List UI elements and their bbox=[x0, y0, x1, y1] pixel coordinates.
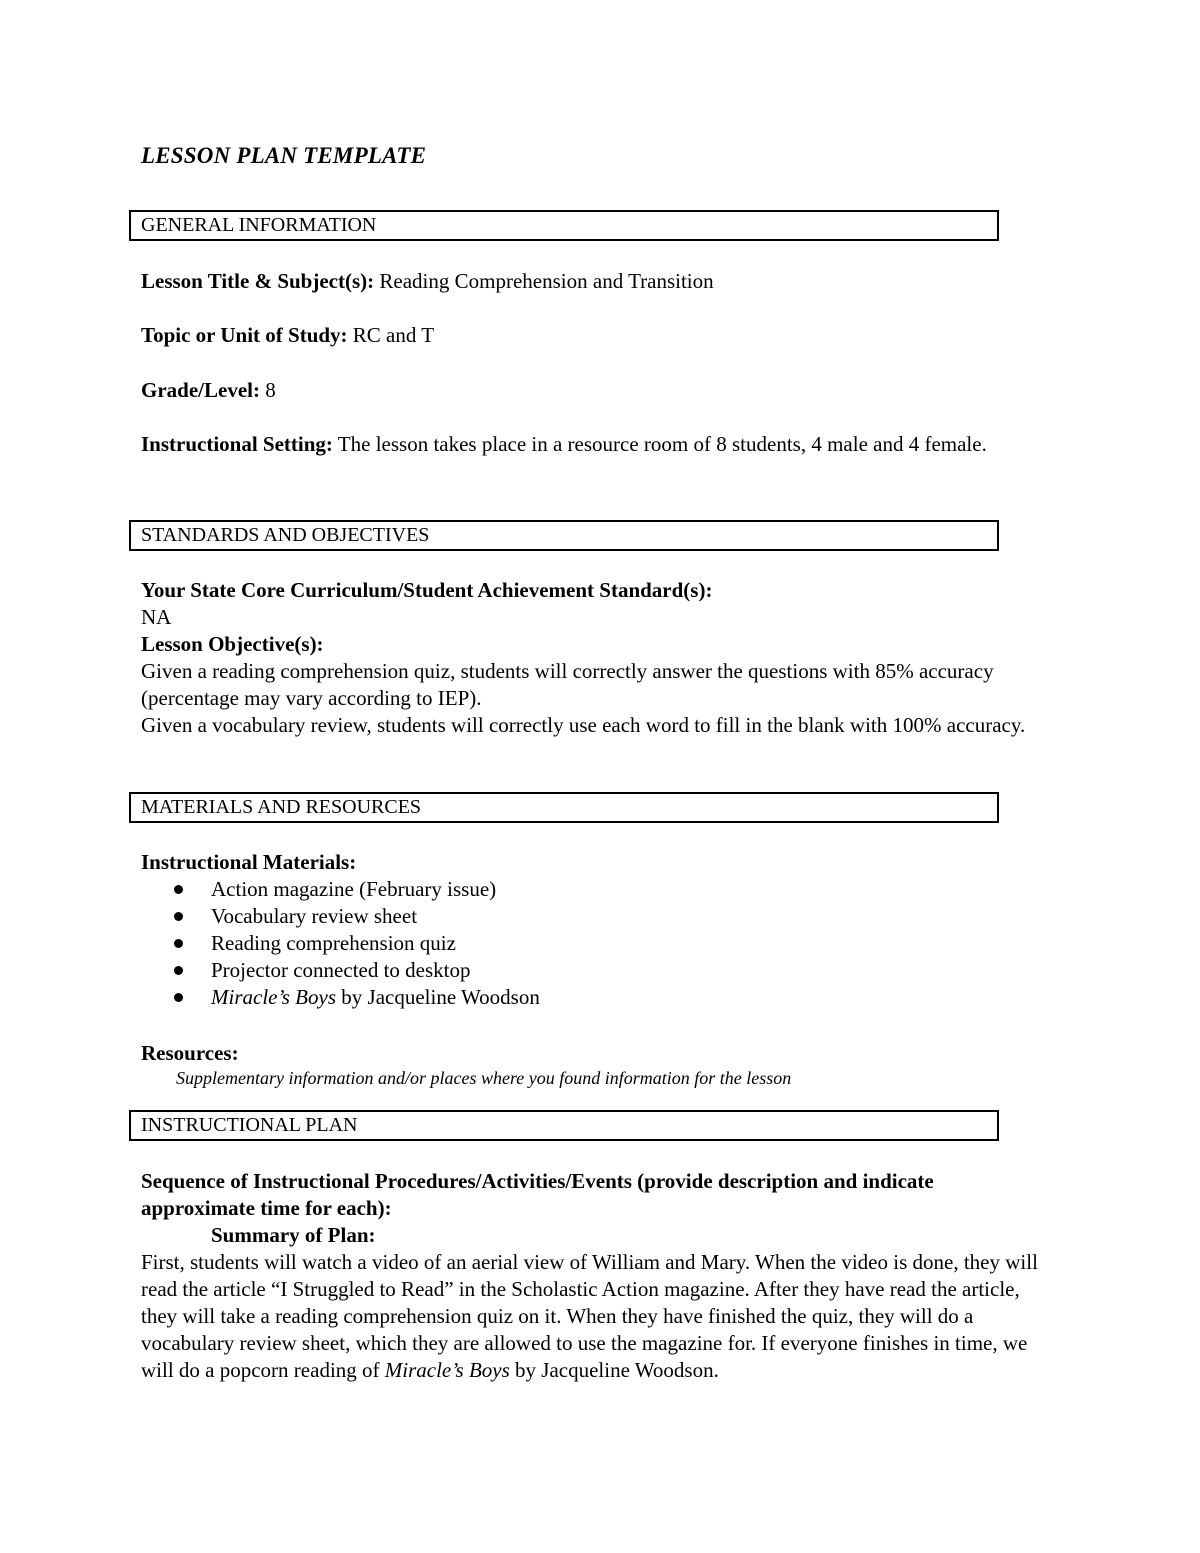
setting-value: The lesson takes place in a resource room of 8 students, 4 male and 4 female. bbox=[332, 432, 987, 456]
core-standards-value: NA bbox=[141, 605, 172, 629]
topic-value: RC and T bbox=[347, 323, 435, 347]
topic-label: Topic or Unit of Study: bbox=[141, 323, 348, 347]
materials-label: Instructional Materials: bbox=[141, 850, 357, 874]
summary-text-part-1: First, students will watch a video of an aerial view of William and Mary. When the video is done, they will read the article “I Struggled to Read” in the Scholastic Action magazine. After they have read the article, they will take a reading comprehension quiz on it. When they have finished the quiz, they will do a vocabulary review sheet, which they are allowed to use the magazine for. If everyone finishes in time, we will do a popcorn reading of bbox=[141, 1250, 1038, 1382]
bullet-icon bbox=[174, 939, 183, 948]
objective-2: Given a vocabulary review, students will correctly use each word to fill in the blank with 100% accuracy. bbox=[141, 713, 1026, 737]
grade-label: Grade/Level: bbox=[141, 378, 260, 402]
document-title: LESSON PLAN TEMPLATE bbox=[141, 143, 427, 168]
section-header-standards: STANDARDS AND OBJECTIVES bbox=[129, 520, 999, 551]
list-item: Reading comprehension quiz bbox=[141, 930, 1041, 957]
summary-text bbox=[141, 1249, 1061, 1384]
book-author: by Jacqueline Woodson bbox=[336, 985, 540, 1009]
sequence-label: Sequence of Instructional Procedures/Activities/Events (provide description and indicate approximate time for each): bbox=[141, 1169, 934, 1220]
summary-text-part-2: by Jacqueline Woodson. bbox=[509, 1358, 719, 1382]
summary-label: Summary of Plan: bbox=[211, 1223, 376, 1247]
grade-value: 8 bbox=[259, 378, 276, 402]
resources-label: Resources: bbox=[141, 1041, 239, 1065]
objectives-label: Lesson Objective(s): bbox=[141, 632, 324, 656]
bullet-icon bbox=[174, 912, 183, 921]
section-header-general: GENERAL INFORMATION bbox=[129, 210, 999, 241]
setting-label: Instructional Setting: bbox=[141, 432, 333, 456]
book-title: Miracle’s Boys bbox=[211, 985, 337, 1009]
bullet-icon bbox=[174, 993, 183, 1002]
lesson-title-value: Reading Comprehension and Transition bbox=[374, 269, 714, 293]
list-item bbox=[141, 984, 1041, 1011]
summary-book-title: Miracle’s Boys bbox=[384, 1358, 510, 1382]
bullet-icon bbox=[174, 885, 183, 894]
lesson-title-label: Lesson Title & Subject(s): bbox=[141, 269, 375, 293]
list-item: Vocabulary review sheet bbox=[141, 903, 1041, 930]
core-standards-label: Your State Core Curriculum/Student Achievement Standard(s): bbox=[141, 578, 713, 602]
objective-1: Given a reading comprehension quiz, students will correctly answer the questions with 85% accuracy (percentage may vary according to IEP). bbox=[141, 659, 994, 710]
list-item: Projector connected to desktop bbox=[141, 957, 1041, 984]
lesson-title-line bbox=[141, 268, 1061, 295]
materials-list bbox=[141, 876, 1041, 1011]
section-header-materials: MATERIALS AND RESOURCES bbox=[129, 792, 999, 823]
grade-line bbox=[141, 377, 1061, 404]
topic-line bbox=[141, 322, 1061, 349]
list-item: Action magazine (February issue) bbox=[141, 876, 1041, 903]
resources-note: Supplementary information and/or places where you found information for the lesson bbox=[176, 1068, 792, 1088]
section-header-instructional: INSTRUCTIONAL PLAN bbox=[129, 1110, 999, 1141]
setting-line bbox=[141, 431, 1021, 458]
bullet-icon bbox=[174, 966, 183, 975]
